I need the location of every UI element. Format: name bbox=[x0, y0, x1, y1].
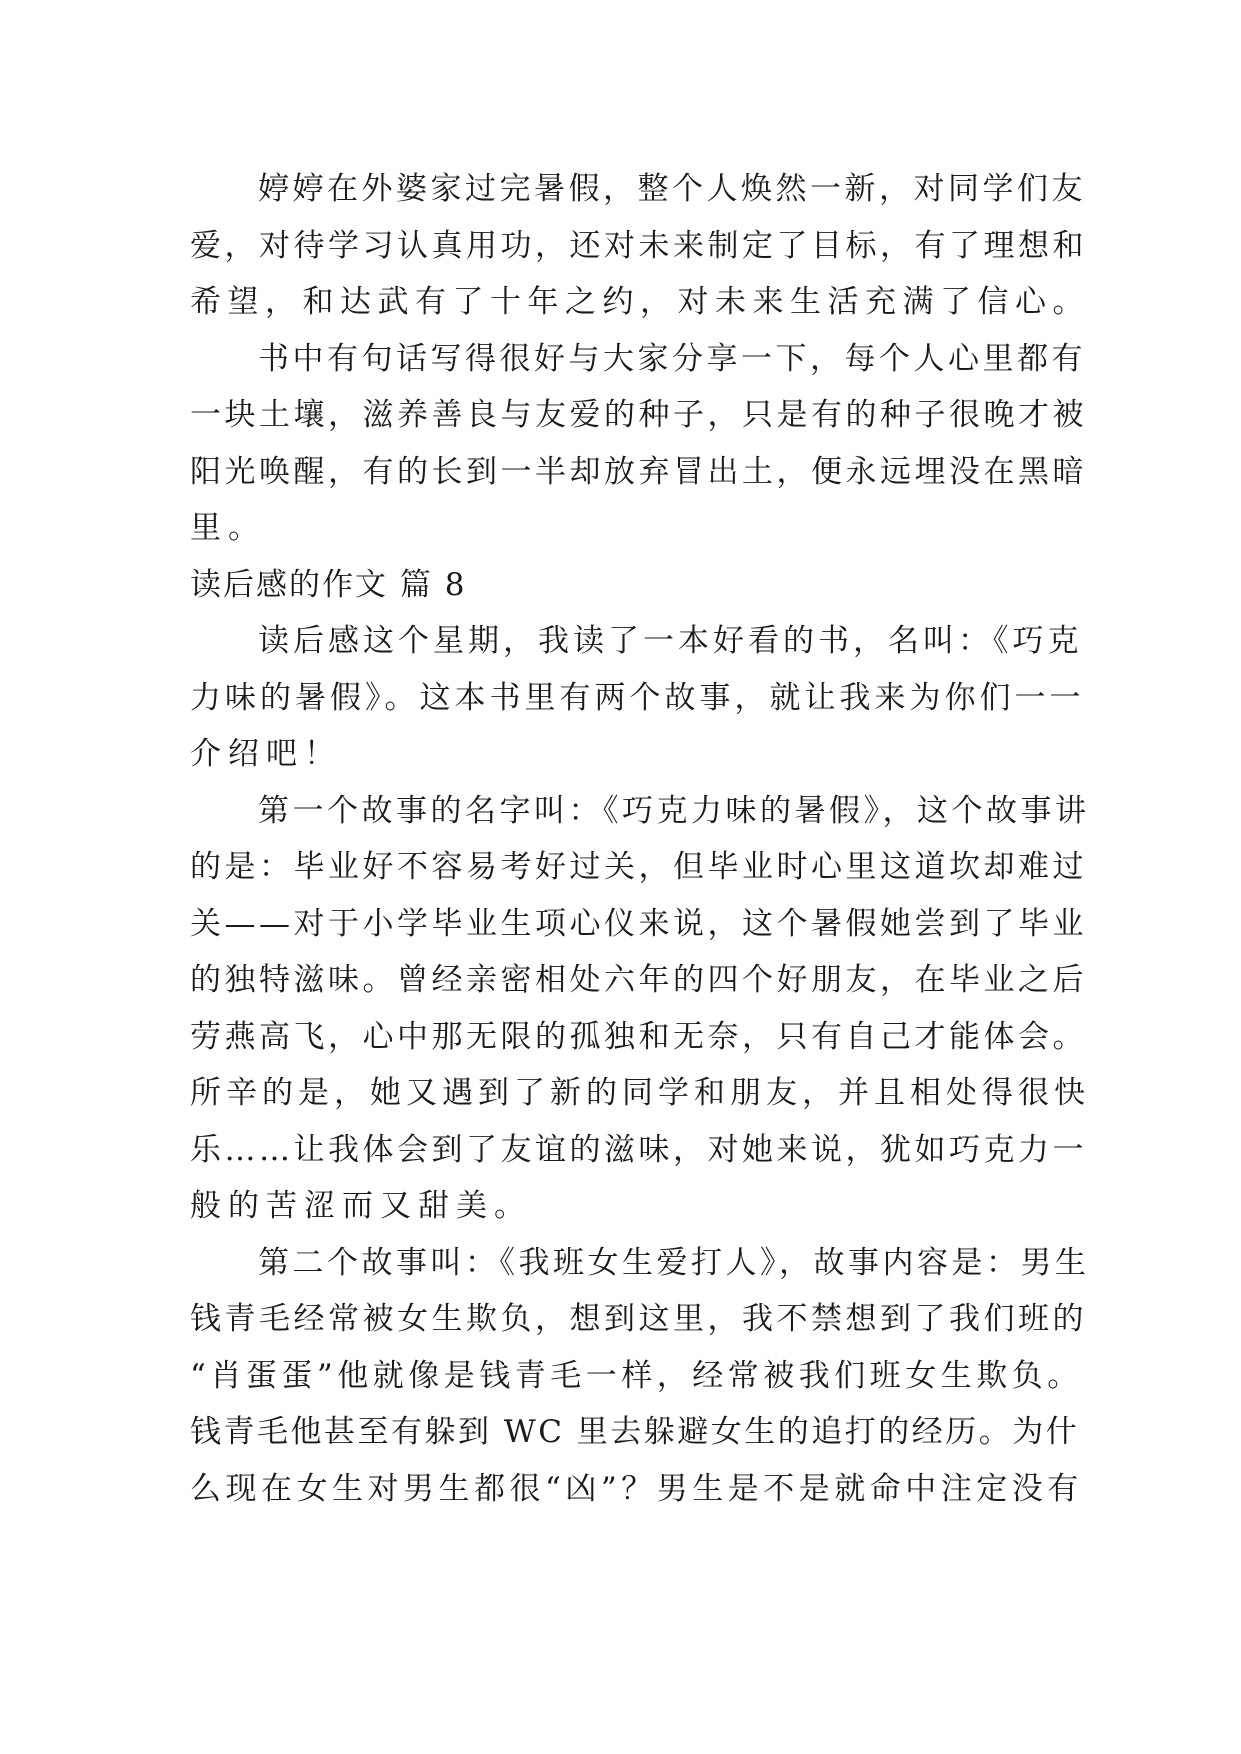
section-heading: 读后感的作文 篇 8 bbox=[190, 566, 467, 603]
text-line: 乐……让我体会到了友谊的滋味，对她来说，犹如巧克力一 bbox=[190, 1131, 1087, 1168]
text-line: 么现在女生对男生都很“凶”？男生是不是就命中注定没有 bbox=[190, 1470, 1083, 1507]
text-line: 阳光唤醒，有的长到一半却放弃冒出土，便永远埋没在黑暗 bbox=[190, 453, 1087, 490]
text-line: 力味的暑假》。这本书里有两个故事，就让我来为你们一一 bbox=[190, 679, 1085, 716]
text-line: 介绍吧！ bbox=[190, 736, 342, 772]
text-line: 的独特滋味。曾经亲密相处六年的四个好朋友，在毕业之后 bbox=[190, 962, 1087, 998]
text-line: 爱，对待学习认真用功，还对未来制定了目标，有了理想和 bbox=[190, 227, 1087, 264]
text-line: 婷婷在外婆家过完暑假，整个人焕然一新，对同学们友 bbox=[258, 171, 1086, 207]
text-line: “肖蛋蛋”他就像是钱青毛一样，经常被我们班女生欺负。 bbox=[190, 1357, 1083, 1394]
text-line: 一块土壤，滋养善良与友爱的种子，只是有的种子很晚才被 bbox=[190, 397, 1087, 433]
text-line: 劳燕高飞，心中那无限的孤独和无奈，只有自己才能体会。 bbox=[190, 1018, 1087, 1055]
text-line: 的是：毕业好不容易考好过关，但毕业时心里这道坎却难过 bbox=[190, 849, 1087, 885]
document-body bbox=[190, 161, 1090, 1517]
text-line: 读后感这个星期，我读了一本好看的书，名叫：《巧克 bbox=[258, 623, 1083, 659]
text-line: 第一个故事的名字叫：《巧克力味的暑假》，这个故事讲 bbox=[258, 792, 1090, 829]
text-line: 第二个故事叫：《我班女生爱打人》，故事内容是：男生 bbox=[258, 1244, 1090, 1281]
text-line: 关——对于小学毕业生项心仪来说，这个暑假她尝到了毕业 bbox=[190, 905, 1087, 942]
text-line: 书中有句话写得很好与大家分享一下，每个人心里都有 bbox=[258, 340, 1086, 377]
text-line: 所辛的是，她又遇到了新的同学和朋友，并且相处得很快 bbox=[190, 1075, 1090, 1111]
text-line: 里。 bbox=[190, 510, 266, 546]
text-line: 般的苦涩而又甜美。 bbox=[190, 1188, 532, 1224]
text-line: 希望，和达武有了十年之约，对未来生活充满了信心。 bbox=[190, 284, 1090, 320]
text-line: 钱青毛经常被女生欺负，想到这里，我不禁想到了我们班的 bbox=[190, 1301, 1087, 1337]
text-line: 钱青毛他甚至有躲到 WC 里去躲避女生的追打的经历。为什 bbox=[190, 1414, 1080, 1450]
